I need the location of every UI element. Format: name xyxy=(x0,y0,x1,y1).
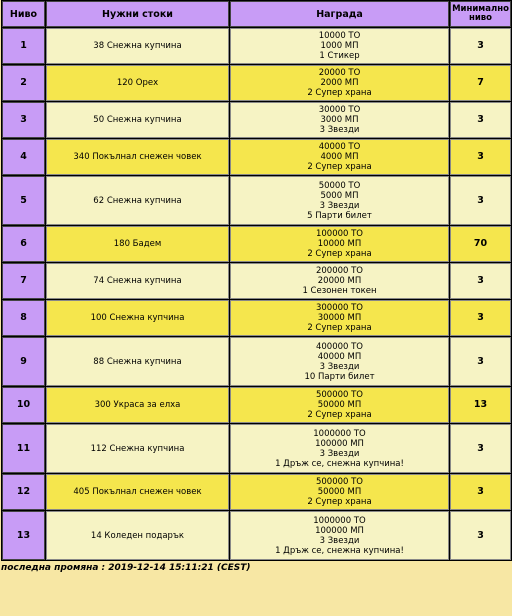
reward-line: 3 Звезди xyxy=(319,448,360,459)
goods-cell: 100 Снежна купчина xyxy=(46,300,229,336)
min-level-cell: 3 xyxy=(450,176,511,225)
reward-line: 400000 ТО xyxy=(315,341,364,352)
header-reward: Награда xyxy=(230,1,449,27)
levels-table xyxy=(1,0,512,561)
min-level-cell: 7 xyxy=(450,65,511,101)
reward-cell xyxy=(230,102,449,138)
min-level-cell: 70 xyxy=(450,226,511,262)
reward-line: 2 Супер храна xyxy=(307,410,372,420)
min-level-cell: 3 xyxy=(450,337,511,386)
reward-line: 50000 МП xyxy=(317,400,362,410)
level-cell: 4 xyxy=(2,139,45,175)
reward-line: 10 Парти билет xyxy=(304,371,375,382)
reward-line: 20000 ТО xyxy=(318,68,361,78)
reward-line: 100000 ТО xyxy=(315,229,364,239)
reward-line: 1000 МП xyxy=(320,41,359,51)
reward-cell xyxy=(230,226,449,262)
reward-line: 1000000 ТО xyxy=(313,515,366,526)
reward-line: 100000 МП xyxy=(315,438,364,449)
reward-line: 200000 ТО xyxy=(315,266,364,276)
reward-line: 1 Сезонен токен xyxy=(302,286,377,296)
goods-cell: 300 Украса за елха xyxy=(46,387,229,423)
reward-line: 500000 ТО xyxy=(315,477,364,487)
reward-line: 30000 МП xyxy=(317,313,362,323)
header-min-level xyxy=(450,1,511,27)
reward-line: 4000 МП xyxy=(320,152,359,162)
table-row xyxy=(2,387,511,423)
level-cell: 11 xyxy=(2,424,45,473)
reward-cell xyxy=(230,139,449,175)
header-min-level-line2: ниво xyxy=(468,13,493,23)
reward-line: 5 Парти билет xyxy=(307,210,372,221)
min-level-cell: 3 xyxy=(450,424,511,473)
reward-line: 3 Звезди xyxy=(319,125,360,135)
goods-cell: 14 Коледен подарък xyxy=(46,511,229,560)
goods-cell: 405 Покълнал снежен човек xyxy=(46,474,229,510)
table-row xyxy=(2,102,511,138)
reward-line: 3 Звезди xyxy=(319,361,360,372)
reward-cell xyxy=(230,28,449,64)
reward-line: 500000 ТО xyxy=(315,390,364,400)
min-level-cell: 3 xyxy=(450,102,511,138)
table-row xyxy=(2,226,511,262)
min-level-cell: 3 xyxy=(450,300,511,336)
header-goods: Нужни стоки xyxy=(46,1,229,27)
header-row xyxy=(2,1,511,27)
reward-line: 2 Супер храна xyxy=(307,162,372,172)
reward-line: 40000 ТО xyxy=(318,142,361,152)
reward-line: 10000 ТО xyxy=(318,31,361,41)
reward-cell xyxy=(230,474,449,510)
reward-line: 2000 МП xyxy=(320,78,359,88)
reward-line: 2 Супер храна xyxy=(307,88,372,98)
reward-line: 40000 МП xyxy=(317,351,362,362)
reward-line: 1 Стикер xyxy=(319,51,360,61)
reward-line: 1000000 ТО xyxy=(313,428,366,439)
table-row xyxy=(2,176,511,225)
min-level-cell: 3 xyxy=(450,511,511,560)
goods-cell: 112 Снежна купчина xyxy=(46,424,229,473)
level-cell: 12 xyxy=(2,474,45,510)
reward-line: 3000 МП xyxy=(320,115,359,125)
level-cell: 13 xyxy=(2,511,45,560)
min-level-cell: 3 xyxy=(450,139,511,175)
header-level: Ниво xyxy=(2,1,45,27)
reward-line: 2 Супер храна xyxy=(307,249,372,259)
table-row xyxy=(2,474,511,510)
level-cell: 9 xyxy=(2,337,45,386)
level-cell: 10 xyxy=(2,387,45,423)
reward-line: 300000 ТО xyxy=(315,303,364,313)
reward-cell xyxy=(230,337,449,386)
level-cell: 1 xyxy=(2,28,45,64)
level-cell: 8 xyxy=(2,300,45,336)
level-cell: 3 xyxy=(2,102,45,138)
goods-cell: 38 Снежна купчина xyxy=(46,28,229,64)
reward-line: 3 Звезди xyxy=(319,535,360,546)
reward-line: 1 Дръж се, снежна купчина! xyxy=(275,545,404,556)
last-modified: последна промяна : 2019-12-14 15:11:21 (CEST) xyxy=(1,563,251,573)
min-level-cell: 3 xyxy=(450,474,511,510)
level-cell: 5 xyxy=(2,176,45,225)
reward-line: 30000 ТО xyxy=(318,105,361,115)
min-level-cell: 13 xyxy=(450,387,511,423)
goods-cell: 120 Орех xyxy=(46,65,229,101)
table-row xyxy=(2,139,511,175)
table-row xyxy=(2,263,511,299)
table-row xyxy=(2,300,511,336)
reward-cell xyxy=(230,387,449,423)
reward-line: 5000 МП xyxy=(320,190,359,201)
goods-cell: 50 Снежна купчина xyxy=(46,102,229,138)
reward-cell xyxy=(230,176,449,225)
table-row xyxy=(2,511,511,560)
reward-line: 2 Супер храна xyxy=(307,323,372,333)
reward-cell xyxy=(230,65,449,101)
reward-line: 100000 МП xyxy=(315,525,364,536)
table-row xyxy=(2,28,511,64)
reward-line: 1 Дръж се, снежна купчина! xyxy=(275,458,404,469)
reward-line: 50000 ТО xyxy=(318,180,361,191)
reward-cell xyxy=(230,263,449,299)
reward-line: 2 Супер храна xyxy=(307,497,372,507)
reward-cell xyxy=(230,424,449,473)
reward-line: 3 Звезди xyxy=(319,200,360,211)
reward-line: 50000 МП xyxy=(317,487,362,497)
goods-cell: 340 Покълнал снежен човек xyxy=(46,139,229,175)
table-row xyxy=(2,65,511,101)
levels-table-body xyxy=(2,28,511,560)
goods-cell: 74 Снежна купчина xyxy=(46,263,229,299)
reward-cell xyxy=(230,300,449,336)
goods-cell: 180 Бадем xyxy=(46,226,229,262)
min-level-cell: 3 xyxy=(450,263,511,299)
reward-line: 10000 МП xyxy=(317,239,362,249)
level-cell: 6 xyxy=(2,226,45,262)
level-cell: 2 xyxy=(2,65,45,101)
table-row xyxy=(2,337,511,386)
goods-cell: 88 Снежна купчина xyxy=(46,337,229,386)
table-row xyxy=(2,424,511,473)
min-level-cell: 3 xyxy=(450,28,511,64)
reward-line: 20000 МП xyxy=(317,276,362,286)
reward-cell xyxy=(230,511,449,560)
level-cell: 7 xyxy=(2,263,45,299)
header-min-level-line1: Минимално xyxy=(452,4,509,14)
goods-cell: 62 Снежна купчина xyxy=(46,176,229,225)
